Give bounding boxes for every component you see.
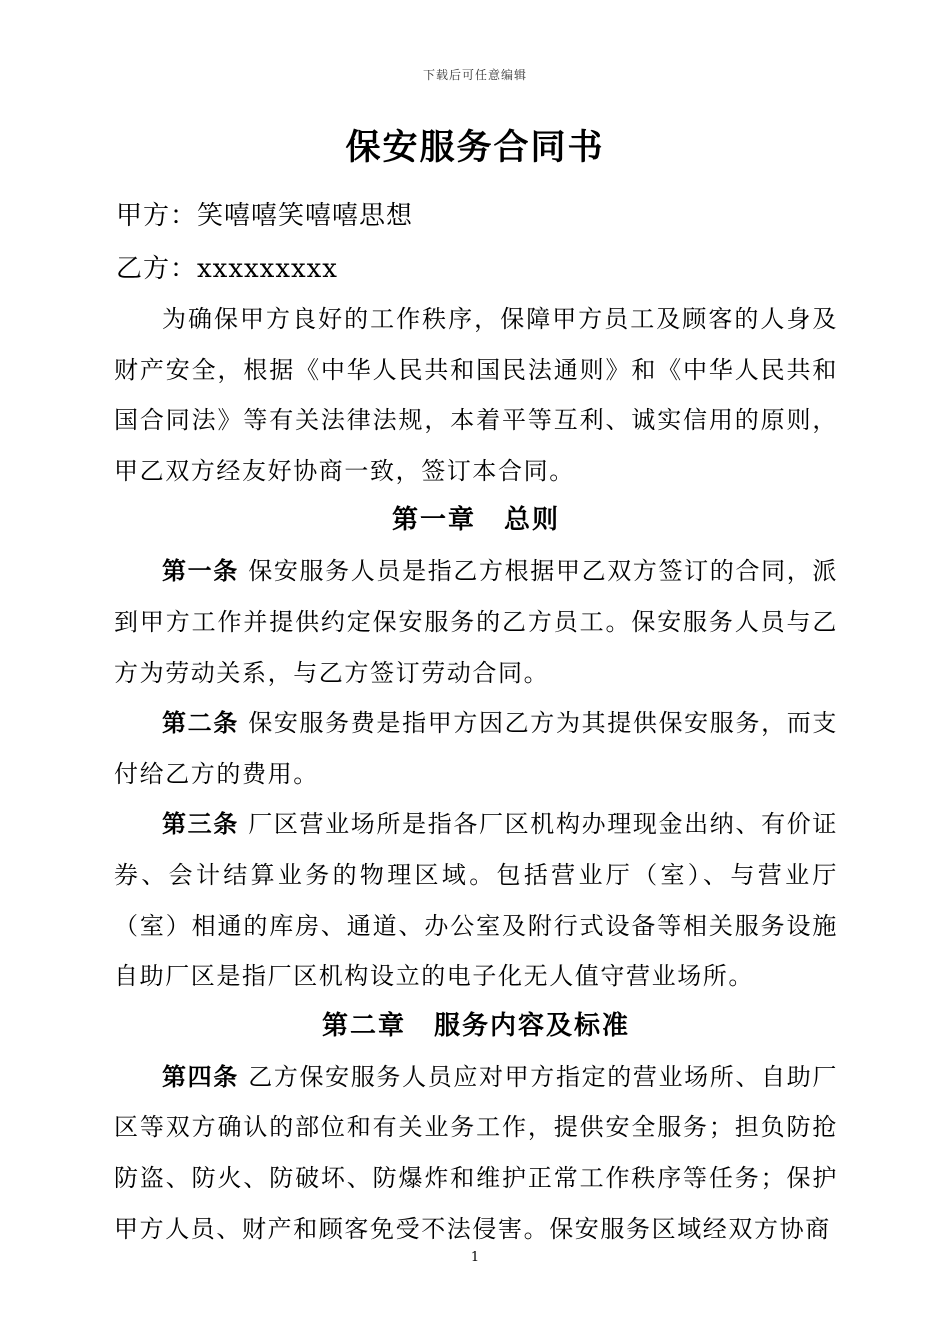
article-paragraph <box>114 546 838 698</box>
article-text: 厂区营业场所是指各厂区机构办理现金出纳、有价证券、会计结算业务的物理区域。包括营业厅（室）、与营业厅（室）相通的库房、通道、办公室及附行式设备等相关服务设施自助厂区是指厂区机构设立的电子化无人值守营业场所。 <box>114 810 838 991</box>
contract-title: 保安服务合同书 <box>345 128 605 168</box>
article-paragraph <box>114 698 838 799</box>
article-label: 第一条 <box>162 557 239 586</box>
article-text: 保安服务人员是指乙方根据甲乙双方签订的合同，派到甲方工作并提供约定保安服务的乙方员工。保安服务人员与乙方为劳动关系，与乙方签订劳动合同。 <box>114 557 838 687</box>
header-note: 下载后可任意编辑 <box>422 68 527 82</box>
article-label: 第三条 <box>162 810 239 839</box>
article-paragraph <box>114 1052 838 1254</box>
chapter-heading: 第二章 服务内容及标准 <box>321 1010 630 1041</box>
party-b: 乙方：xxxxxxxxx <box>116 254 338 284</box>
article-paragraph <box>114 799 838 1001</box>
article-label: 第四条 <box>162 1062 239 1091</box>
contract-body <box>114 294 838 1254</box>
intro-paragraph: 为确保甲方良好的工作秩序，保障甲方员工及顾客的人身及财产安全，根据《中华人民共和国民法通则》和《中华人民共和国合同法》等有关法律法规，本着平等互利、诚实信用的原则，甲乙双方经友好协商一致，签订本合同。 <box>114 305 838 485</box>
article-label: 第二条 <box>162 709 239 738</box>
article-text: 保安服务费是指甲方因乙方为其提供保安服务，而支付给乙方的费用。 <box>114 709 838 788</box>
party-a: 甲方：笑嘻嘻笑嘻嘻思想 <box>116 201 414 231</box>
chapter-heading: 第一章 总则 <box>391 505 560 536</box>
page-number: 1 <box>470 1250 480 1265</box>
article-text: 乙方保安服务人员应对甲方指定的营业场所、自助厂区等双方确认的部位和有关业务工作，提供安全服务；担负防抢防盗、防火、防破坏、防爆炸和维护正常工作秩序等任务；保护甲方人员、财产和顾客免受不法侵害。保安服务区域经双方协商 <box>114 1062 838 1243</box>
